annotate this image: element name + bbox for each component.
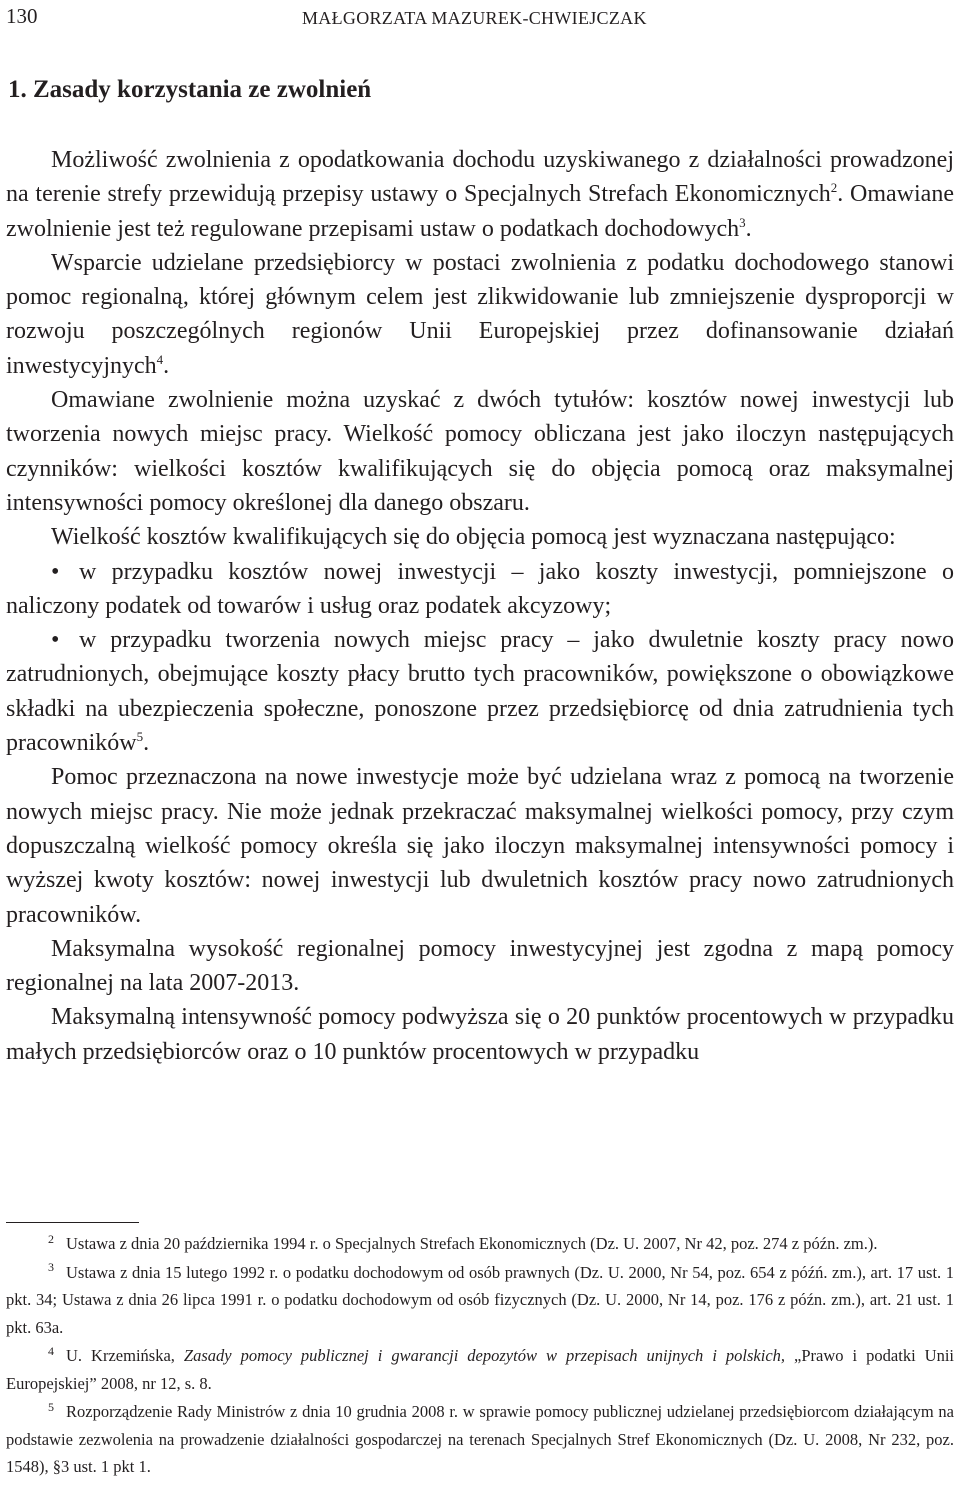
running-head: MAŁGORZATA MAZUREK-CHWIEJCZAK: [302, 8, 647, 28]
page-header: [6, 4, 954, 32]
footnote-separator: [6, 1222, 139, 1223]
paragraph-7: Maksymalną intensywność pomocy podwyższa się o 20 punktów procentowych w przypadku małych przedsiębiorców oraz o 10 punktów procentowych w przypadku: [6, 1004, 954, 1065]
paragraph-4: Wielkość kosztów kwalifikujących się do objęcia pomocą jest wyznaczana następująco:: [51, 524, 896, 551]
paragraph-1: Możliwość zwolnienia z opodatkowania dochodu uzyskiwanego z działalności prowadzonej na terenie strefy przewidują przepisy ustawy o Specjalnych Strefach Ekonomicznych$^2$. Omawiane zwolnienie jest też regulowane przepisami ustaw o podatkach dochodowych$^3$.: [6, 147, 954, 242]
footnote-number: 4: [48, 1343, 54, 1358]
footnote-ref-5[interactable]: 5: [136, 729, 144, 745]
bullet-icon: •: [51, 627, 60, 654]
footnote-4: $^4$ U. Krzemińska, Zasady pomocy publicznej i gwarancji depozytów w przepisach unijnych i polskich, „Prawo i podatki Unii Europejskiej” 2008, nr 12, s. 8.: [6, 1343, 954, 1393]
section-heading: 1. Zasady korzystania ze zwolnień: [8, 76, 372, 103]
bullet-item-2: • w przypadku tworzenia nowych miejsc pracy – jako dwuletnie koszty pracy nowo zatrudnionych, obejmujące koszty płacy brutto tych pracowników, powiększone o obowiązkowe składki na ubezpieczenia społeczne, ponoszone przez przedsiębiorcę od dnia zatrudnienia tych pracowników$^5$.: [6, 623, 954, 760]
body-text: [6, 143, 954, 1069]
paragraph-2: Wsparcie udzielane przedsiębiorcy w postaci zwolnienia z podatku dochodowego stanowi pomoc regionalną, której głównym celem jest zlikwidowanie lub zmniejszenie dysproporcji w rozwoju poszczególnych regionów Unii Europejskiej przez dofinansowanie działań inwestycyjnych$^4$.: [6, 249, 954, 379]
footnote-number: 5: [48, 1399, 54, 1414]
footnote-number: 2: [48, 1231, 54, 1246]
paragraph-6: Maksymalna wysokość regionalnej pomocy inwestycyjnej jest zgodna z mapą pomocy regionalnej na lata 2007-2013.: [6, 935, 954, 997]
footnote-2: $^2$ Ustawa z dnia 20 października 1994 r. o Specjalnych Strefach Ekonomicznych (Dz. U. 2007, Nr 42, poz. 274 z późn. zm.).: [48, 1231, 878, 1253]
footnote-5: $^5$ Rozporządzenie Rady Ministrów z dnia 10 grudnia 2008 r. w sprawie pomocy publicznej udzielanej przedsiębiorcom działającym na podstawie zezwolenia na prowadzenie działalności gospodarczej na terenach Specjalnych Stref Ekonomicznych (Dz. U. 2008, Nr 232, poz. 1548), §3 ust. 1 pkt 1.: [6, 1399, 954, 1476]
footnote-ref-3[interactable]: 3: [739, 214, 746, 230]
bullet-icon: •: [51, 558, 60, 585]
footnote-3: $^3$ Ustawa z dnia 15 lutego 1992 r. o podatku dochodowym od osób prawnych (Dz. U. 2000, Nr 54, poz. 654 z późń. zm.), art. 17 ust. 1 pkt. 34; Ustawa z dnia 26 lipca 1991 r. o podatku dochodowym od osób fizycznych (Dz. U. 2000, Nr 14, poz. 176 z późn. zm.), art. 21 ust. 1 pkt. 63a.: [6, 1260, 954, 1337]
footnote-ref-4[interactable]: 4: [156, 351, 164, 367]
paragraph-5: Pomoc przeznaczona na nowe inwestycje może być udzielana wraz z pomocą na tworzenie nowych miejsc pracy. Nie może jednak przekraczać maksymalnej wielkości pomocy, przy czym dopuszczalną wielkość pomocy określa się jako iloczyn maksymalnej intensywności pomocy i wyższej kwoty kosztów: nowej inwestycji lub dwuletnich kosztów pracy nowo zatrudnionych pracowników.: [6, 764, 954, 928]
cited-title: Zasady pomocy publicznej i gwarancji depozytów w przepisach unijnych i polskich,: [183, 1346, 786, 1365]
footnotes: [6, 1222, 954, 1482]
footnote-ref-2[interactable]: 2: [830, 180, 838, 196]
paragraph-3: Omawiane zwolnienie można uzyskać z dwóch tytułów: kosztów nowej inwestycji lub tworzenia nowych miejsc pracy. Wielkość pomocy obliczana jest jako iloczyn następujących czynników: wielkości kosztów kwalifikujących się do objęcia pomocą oraz maksymalnej intensywności pomocy określonej dla danego obszaru.: [6, 387, 954, 516]
bullet-item-1: • w przypadku kosztów nowej inwestycji – jako koszty inwestycji, pomniejszone o naliczony podatek od towarów i usług oraz podatek akcyzowy;: [6, 555, 954, 624]
page-number: 130: [6, 4, 38, 28]
footnote-number: 3: [48, 1260, 54, 1274]
